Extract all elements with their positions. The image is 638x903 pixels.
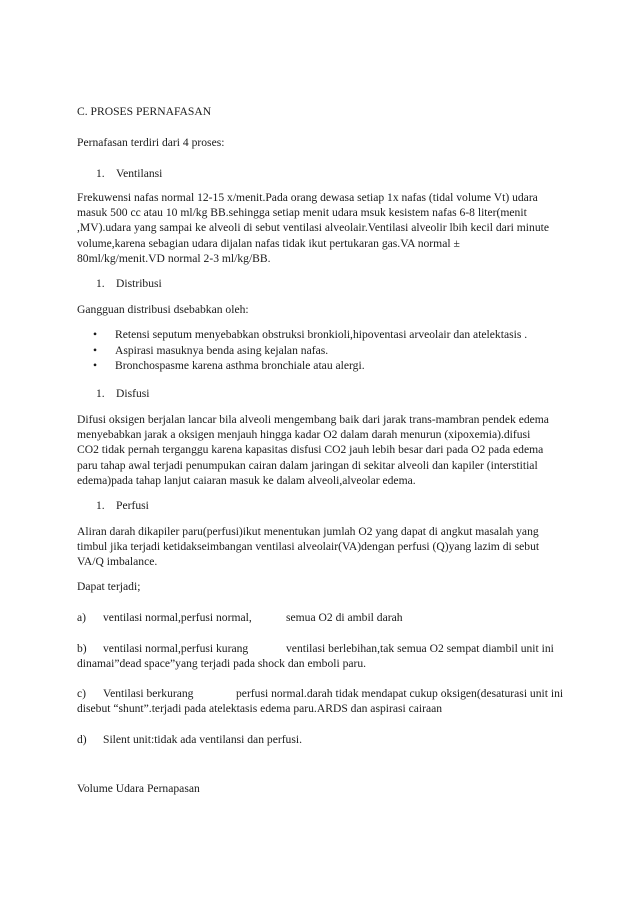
item-number: 1. (96, 167, 105, 180)
item-title: Disfusi (116, 387, 150, 400)
numbered-item-disfusi (96, 386, 150, 401)
option-condition: ventilasi normal,perfusi normal, (103, 611, 252, 624)
list-item: • Bronchospasme karena asthma bronchiale atau alergi. (93, 359, 365, 373)
text-line: Frekuwensi nafas normal 12-15 x/menit.Pada orang dewasa setiap 1x nafas (tidal volume Vt) udara (77, 191, 538, 204)
numbered-item-perfusi (96, 498, 149, 513)
paragraph-perfusi (77, 524, 567, 570)
dapat-terjadi-text: Dapat terjadi; (77, 580, 141, 593)
text-line: Difusi oksigen berjalan lancar bila alveoli mengembang baik dari jarak trans-mambran pendek edema (77, 413, 549, 426)
option-b (77, 641, 567, 671)
item-number: 1. (96, 387, 105, 400)
bullet-icon: • (93, 343, 98, 357)
text-line: 80ml/kg/menit.VD normal 2-3 ml/kg/BB. (77, 251, 271, 265)
option-continuation: disebut “shunt”.terjadi pada atelektasis edema paru.ARDS dan aspirasi cairaan (77, 702, 443, 716)
item-title: Ventilansi (116, 167, 163, 180)
text-line: timbul jika terjadi ketidakseimbangan ventilasi alveolair(VA)dengan perfusi (Q)yang lazim di sebut (77, 540, 540, 554)
intro-text: Pernafasan terdiri dari 4 proses: (77, 136, 225, 149)
item-number: 1. (96, 499, 105, 512)
paragraph-ventilansi (77, 190, 567, 266)
list-item: • Retensi seputum menyebabkan obstruksi bronkioli,hipoventasi arveolair dan atelektasis . (93, 328, 528, 341)
option-result: semua O2 di ambil darah (286, 611, 403, 624)
option-result: ventilasi berlebihan,tak semua O2 sempat diambil unit ini (286, 642, 554, 655)
text-line: volume,karena sebagian udara dijalan nafas tidak ikut pertukaran gas.VA normal ± (77, 236, 460, 250)
paragraph-distribusi: Gangguan distribusi dsebabkan oleh: (77, 303, 249, 316)
bullet-icon: • (93, 359, 98, 373)
bullet-icon: • (93, 328, 98, 341)
option-d (77, 732, 567, 747)
text-line: ,MV).udara yang sampai ke alveoli di sebut ventilasi alveolair.Ventilasi alveolir lbih kecil dari minute (77, 221, 549, 235)
option-label: d) (77, 733, 87, 746)
text-line: VA/Q imbalance. (77, 555, 158, 569)
option-label: a) (77, 611, 87, 624)
option-result: perfusi normal.darah tidak mendapat cukup oksigen(desaturasi unit ini (236, 687, 564, 700)
item-title: Perfusi (116, 499, 149, 512)
numbered-item-ventilansi (96, 166, 162, 181)
text-line: CO2 tidak pernah terganggu karena kapasitas disfusi CO2 jauh lebih besar dari pada O2 pada edema (77, 443, 544, 457)
option-c (77, 686, 567, 716)
section-heading: C. PROSES PERNAFASAN (77, 105, 212, 118)
item-title: Distribusi (116, 277, 162, 290)
option-condition: Silent unit:tidak ada ventilansi dan perfusi. (103, 733, 302, 746)
option-label: b) (77, 642, 87, 655)
footer-heading: Volume Udara Pernapasan (77, 782, 200, 795)
list-item: • Aspirasi masuknya benda asing kejalan nafas. (93, 343, 329, 357)
text-line: edema)pada tahap lanjut caiaran masuk ke dalam alveoli,alveolar edema. (77, 473, 416, 487)
item-number: 1. (96, 277, 105, 290)
option-a (77, 610, 567, 625)
text-line: paru tahap awal terjadi penumpukan cairan dalam jaringan di sekitar alveoli dan kapiler (interstitial (77, 458, 538, 472)
text-line: masuk 500 cc atau 10 ml/kg BB.sehingga setiap menit udara msuk kesistem nafas 6-8 liter(menit (77, 206, 527, 220)
numbered-item-distribusi (96, 276, 162, 291)
option-continuation: dinamai”dead space”yang terjadi pada shock dan emboli paru. (77, 657, 367, 671)
text-line: Aliran darah dikapiler paru(perfusi)ikut menentukan jumlah O2 yang dapat di angkut masalah yang (77, 525, 539, 538)
paragraph-disfusi (77, 412, 567, 488)
option-condition: Ventilasi berkurang (103, 687, 194, 700)
text-line: menyebabkan jarak a oksigen menjauh hingga kadar O2 dalam darah menurun (xipoxemia).difusi (77, 428, 531, 442)
option-condition: ventilasi normal,perfusi kurang (103, 642, 249, 655)
option-label: c) (77, 687, 87, 700)
bullet-list (93, 327, 573, 374)
